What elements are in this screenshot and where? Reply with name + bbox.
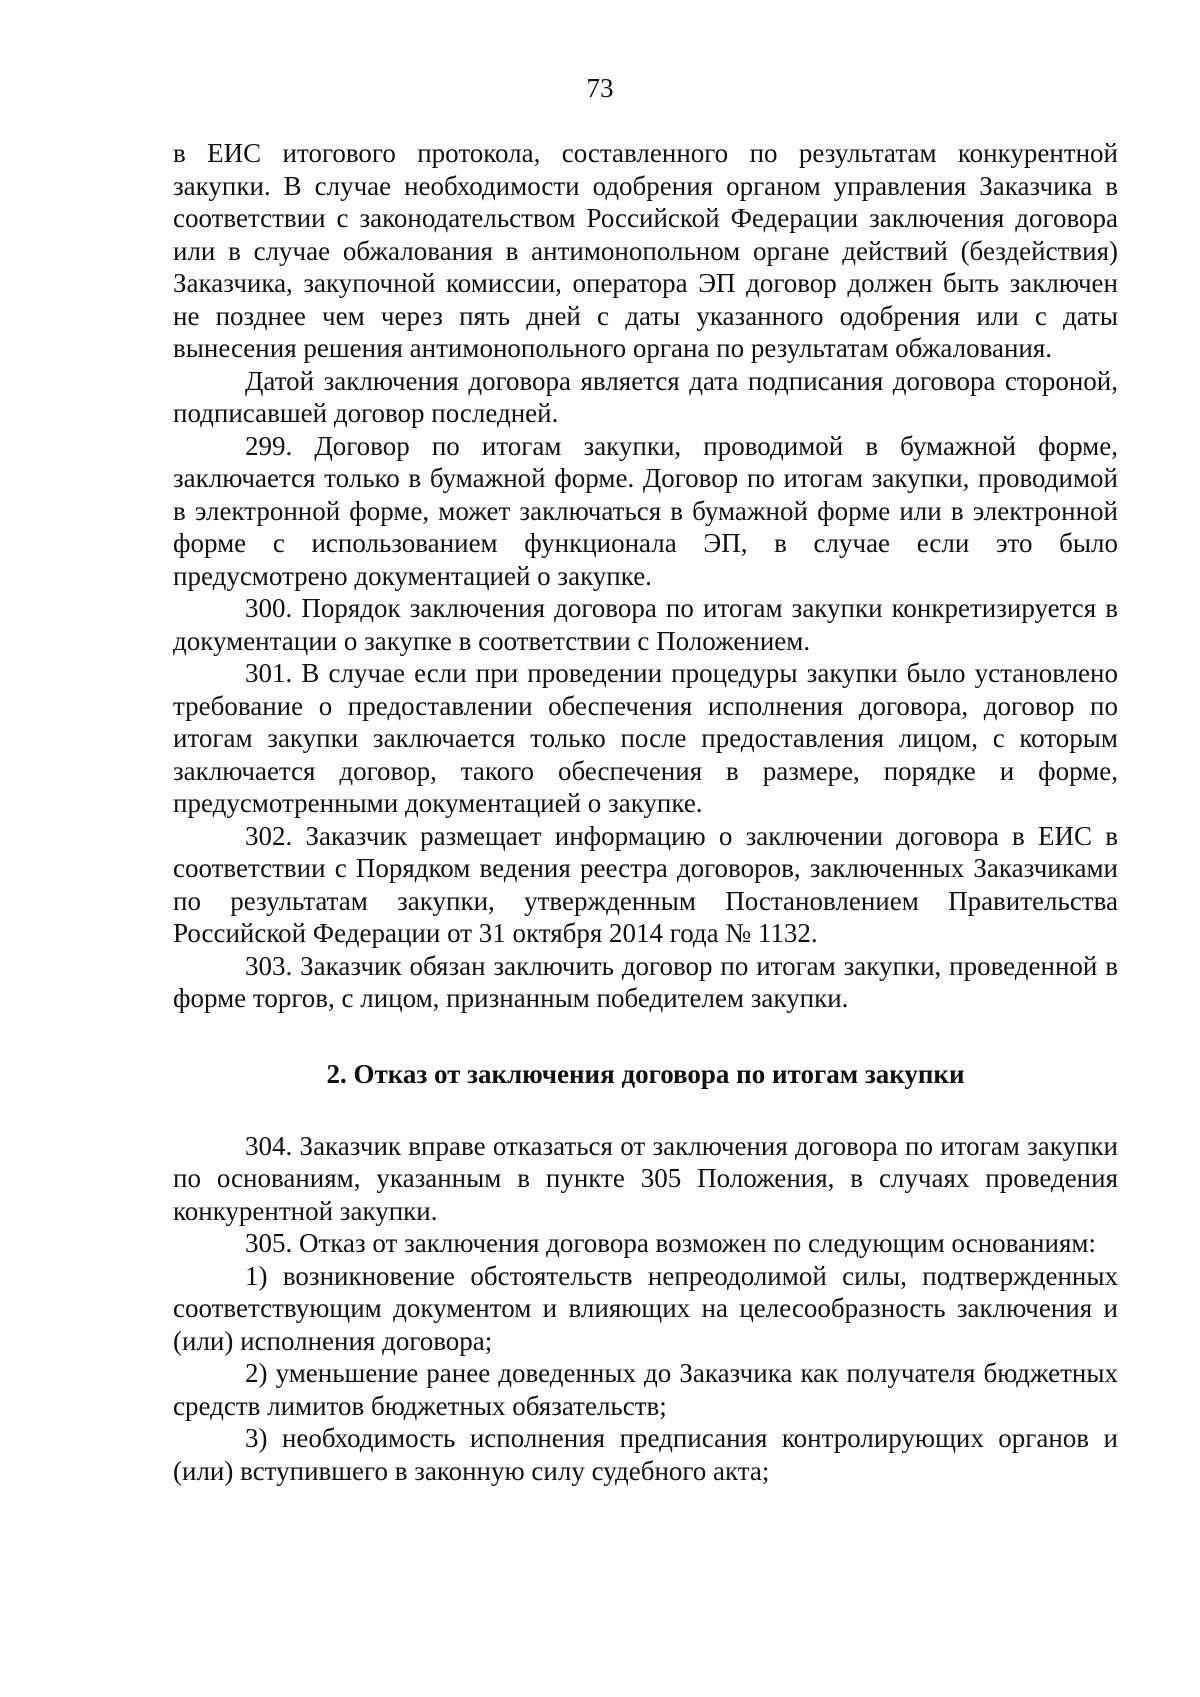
- paragraph: в ЕИС итогового протокола, составленного по результатам конкурентной закупки. В случае необходимости одобрения органом управления Заказчика в соответствии с законодательством Российской Федерации заключения договора или в случае обжалования в антимонопольном органе действий (бездействия) Заказчика, закупочной комиссии, оператора ЭП договор должен быть заключен не позднее чем через пять дней с даты указанного одобрения или с даты вынесения решения антимонопольного органа по результатам обжалования.: [173, 138, 1118, 363]
- paragraph-300: 300. Порядок заключения договора по итогам закупки конкретизируется в документации о закупке в соответствии с Положением.: [173, 593, 1118, 656]
- paragraphs-before: [173, 137, 1118, 1015]
- paragraph-299: 299. Договор по итогам закупки, проводимой в бумажной форме, заключается только в бумажной форме. Договор по итогам закупки, проводимой в электронной форме, может заключаться в бумажной форме или в электронной форме с использованием функционала ЭП, в случае если это было предусмотрено документацией о закупке.: [173, 430, 1118, 591]
- paragraph-304: 304. Заказчик вправе отказаться от заключения договора по итогам закупки по основаниям, указанным в пункте 305 Положения, в случаях проведения конкурентной закупки.: [173, 1130, 1118, 1226]
- document-body: [173, 137, 1118, 1487]
- paragraph-303: 303. Заказчик обязан заключить договор по итогам закупки, проведенной в форме торгов, с лицом, признанным победителем закупки.: [173, 950, 1118, 1013]
- list-item-1: 1) возникновение обстоятельств непреодолимой силы, подтвержденных соответствующим документом и влияющих на целесообразность заключения и (или) исполнения договора;: [173, 1260, 1118, 1356]
- paragraph-305: 305. Отказ от заключения договора возможен по следующим основаниям:: [245, 1228, 1096, 1258]
- paragraph-301: 301. В случае если при проведении процедуры закупки было установлено требование о предоставлении обеспечения исполнения договора, договор по итогам закупки заключается только после предоставления лицом, с которым заключается договор, такого обеспечения в размере, порядке и форме, предусмотренными документацией о закупке.: [173, 658, 1118, 818]
- list-item-2: 2) уменьшение ранее доведенных до Заказчика как получателя бюджетных средств лимитов бюджетных обязательств;: [173, 1358, 1118, 1421]
- page-number: 73: [586, 73, 614, 103]
- section-heading: 2. Отказ от заключения договора по итогам закупки: [326, 1058, 965, 1089]
- paragraph-302: 302. Заказчик размещает информацию о заключении договора в ЕИС в соответствии с Порядком ведения реестра договоров, заключенных Заказчиками по результатам закупки, утвержденным Постановлением Правительства Российской Федерации от 31 октября 2014 года № 1132.: [173, 820, 1118, 948]
- list-item-3: 3) необходимость исполнения предписания контролирующих органов и (или) вступившего в законную силу судебного акта;: [173, 1423, 1118, 1486]
- paragraphs-after: [173, 1130, 1118, 1488]
- paragraph: Датой заключения договора является дата подписания договора стороной, подписавшей договор последней.: [173, 365, 1118, 428]
